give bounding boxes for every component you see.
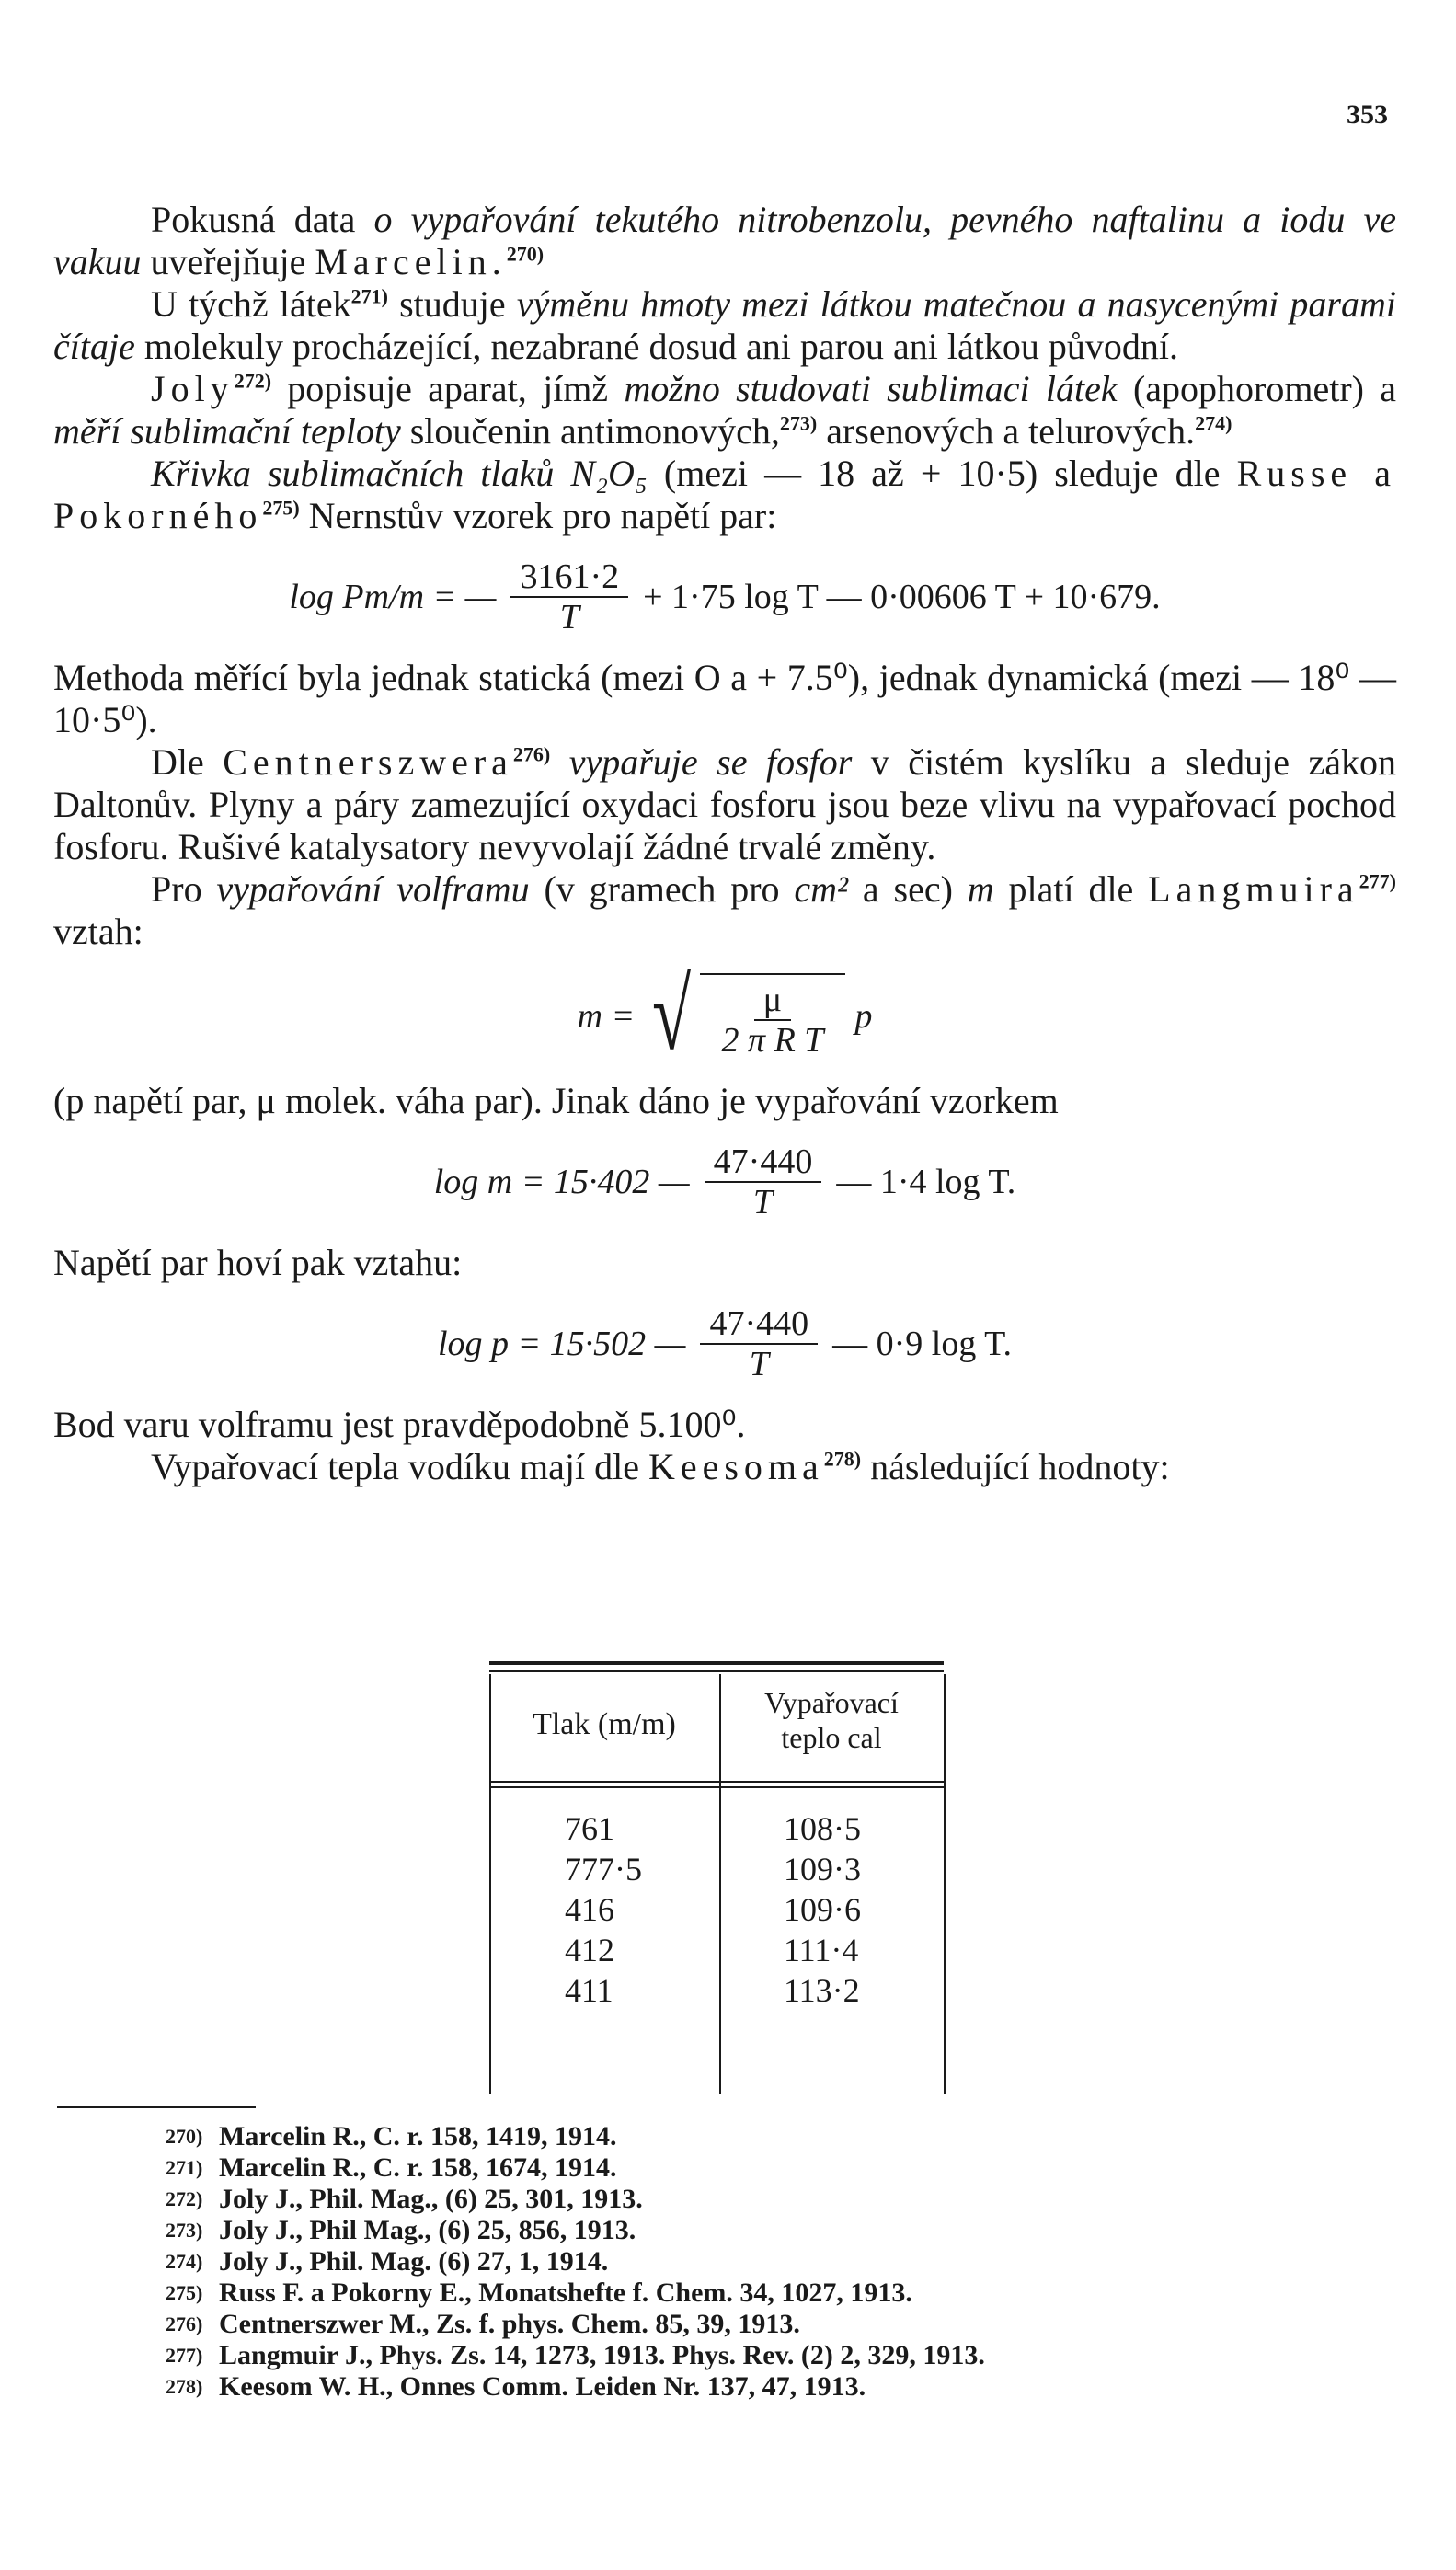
footnote-mark: 273)	[166, 2219, 203, 2242]
equation-rhs: — 1·4 log T.	[836, 1163, 1016, 1201]
numerator: 3161·2	[510, 557, 628, 598]
footnote-text: Joly J., Phil. Mag., (6) 25, 301, 1913.	[219, 2184, 643, 2214]
paragraph-7	[53, 868, 1396, 953]
table-rule	[489, 1661, 944, 1665]
text-span: (v gramech pro	[529, 868, 795, 910]
author-name: Marcelin.	[315, 241, 507, 282]
footnote	[166, 2277, 1416, 2309]
text-span: arsenových a telurových.	[817, 410, 1196, 452]
equation-nernst	[53, 557, 1396, 637]
footnote	[166, 2121, 1416, 2152]
equation-rhs: + 1·75 log T — 0·00606 T + 10·679.	[643, 578, 1161, 616]
table-cell: 411	[565, 1972, 613, 2009]
paragraph-4	[53, 453, 1396, 537]
footnote-ref[interactable]: 275)	[262, 496, 300, 520]
table-cell: 109·6	[784, 1891, 861, 1928]
text-span: Nernstův vzorek pro napětí par:	[299, 495, 777, 536]
paragraph-5	[53, 657, 1396, 741]
text-span: Dle	[151, 741, 224, 783]
paragraph-1	[53, 199, 1396, 283]
footnote-mark: 274)	[166, 2250, 203, 2273]
footnote-text: Joly J., Phil. Mag. (6) 27, 1, 1914.	[219, 2246, 609, 2277]
denominator: T	[559, 598, 579, 637]
footnote-mark: 272)	[166, 2187, 203, 2210]
paragraph-9	[53, 1242, 1396, 1284]
footnote	[166, 2246, 1416, 2277]
paragraph-3	[53, 368, 1396, 453]
table-rule	[944, 1674, 946, 2094]
table-rule	[489, 1786, 944, 1788]
emphasis-span: cm²	[794, 868, 849, 910]
text-span: U týchž látek	[151, 283, 351, 325]
emphasis-span: možno studovati sublimaci látek	[624, 368, 1118, 409]
text-span: (mezi — 18 až + 10·5) sleduje dle	[647, 453, 1237, 494]
header-line: Vypařovací	[764, 1686, 899, 1719]
table-cell: 412	[565, 1932, 614, 1968]
numerator: 47·440	[700, 1304, 818, 1345]
paragraph-11	[53, 1446, 1396, 1488]
text-span: uveřejňuje	[141, 241, 315, 282]
text-span: (apophorometr) a	[1117, 368, 1396, 409]
table-header-heat	[719, 1685, 944, 1755]
footnote-text: Marcelin R., C. r. 158, 1419, 1914.	[219, 2121, 617, 2151]
footnote	[166, 2371, 1416, 2403]
denominator: T	[752, 1183, 774, 1222]
equation-lhs: log p = 15·502 —	[437, 1325, 686, 1363]
table-column-heat	[784, 1808, 861, 2011]
footnote	[166, 2215, 1416, 2246]
radical-sign: √	[652, 958, 692, 1071]
chemical-formula: N₂O₅	[554, 453, 648, 494]
text-span: v čistém kyslíku a sleduje zákon Daltonův. Plyny a páry zamezující oxydaci fosforu jsou beze vlivu na vypařovací pochod fosforu. Rušivé katalysatory nevyvolají žádné trvalé změny.	[53, 741, 1396, 867]
footnote-mark: 276)	[166, 2312, 203, 2335]
paragraph-2	[53, 283, 1396, 368]
footnote-text: Joly J., Phil Mag., (6) 25, 856, 1913.	[219, 2215, 636, 2245]
table-cell: 109·3	[784, 1851, 861, 1887]
footnote-ref[interactable]: 276)	[512, 742, 551, 766]
footnote-divider	[57, 2106, 256, 2108]
emphasis-span: m	[967, 868, 994, 910]
footnote-mark: 271)	[166, 2156, 203, 2179]
text-span: popisuje aparat, jímž	[271, 368, 625, 409]
text-span: a sec)	[848, 868, 968, 910]
footnote-text: Russ F. a Pokorny E., Monatshefte f. Chem. 34, 1027, 1913.	[219, 2277, 912, 2308]
author-name: Keesoma	[648, 1446, 824, 1487]
footnote-text: Keesom W. H., Onnes Comm. Leiden Nr. 137, 47, 1913.	[219, 2371, 866, 2402]
text-span: (p napětí par, μ molek. váha par). Jinak dáno je vypařování vzorkem	[53, 1080, 1059, 1121]
table-rule	[489, 1670, 944, 1672]
footnote-ref[interactable]: 277)	[1359, 869, 1396, 893]
footnote-text: Langmuir J., Phys. Zs. 14, 1273, 1913. Phys. Rev. (2) 2, 329, 1913.	[219, 2340, 985, 2370]
text-span: vztah:	[53, 911, 143, 952]
footnote-ref[interactable]: 272)	[234, 369, 272, 393]
table-column-pressure	[565, 1808, 642, 2011]
table-cell: 777·5	[565, 1851, 642, 1887]
page-number: 353	[1347, 99, 1388, 130]
author-name: Langmuira	[1148, 868, 1359, 910]
footnote-mark: 275)	[166, 2281, 203, 2304]
equation-langmuir	[53, 958, 1396, 1071]
emphasis-span: výměnu hmoty mezi látkou matečnou a nasycenými parami čítaje	[53, 283, 1397, 367]
footnote-ref[interactable]: 273)	[779, 411, 818, 435]
table-cell: 111·4	[784, 1932, 859, 1968]
main-text	[53, 199, 1396, 1488]
equation-vapor-pressure	[53, 1304, 1396, 1383]
table-cell: 113·2	[784, 1972, 860, 2009]
fraction	[700, 1304, 818, 1383]
table-cell: 108·5	[784, 1810, 861, 1847]
text-span: Bod varu volframu jest pravděpodobně 5.100⁰.	[53, 1404, 746, 1445]
square-root	[644, 958, 845, 1071]
table-cell: 761	[565, 1810, 614, 1847]
text-span: Vypařovací tepla vodíku mají dle	[151, 1446, 648, 1487]
text-span: Pokusná data	[151, 199, 374, 240]
emphasis-span: Křivka sublimačních tlaků	[151, 453, 555, 494]
footnote-mark: 277)	[166, 2344, 203, 2367]
equation-evaporation	[53, 1142, 1396, 1222]
denominator: T	[749, 1345, 769, 1383]
fraction	[510, 557, 628, 637]
header-line: teplo cal	[781, 1721, 882, 1754]
equation-lhs: log Pm/m = —	[289, 578, 497, 616]
equation-lhs: m =	[577, 997, 636, 1036]
numerator: μ	[754, 981, 791, 1021]
footnote	[166, 2152, 1416, 2184]
text-span: sloučenin antimonových,	[400, 410, 780, 452]
paragraph-6	[53, 741, 1396, 868]
table-header-pressure: Tlak (m/m)	[533, 1707, 676, 1741]
equation-rhs: — 0·9 log T.	[832, 1325, 1013, 1363]
data-table	[489, 1661, 949, 2094]
text-span: Pro	[151, 868, 217, 910]
text-span: Napětí par hoví pak vztahu:	[53, 1242, 463, 1283]
paragraph-10	[53, 1404, 1396, 1446]
radicand	[700, 973, 846, 1060]
footnote	[166, 2340, 1416, 2371]
table-cell: 416	[565, 1891, 614, 1928]
equation-rhs: p	[854, 997, 873, 1036]
text-span: Methoda měřící byla jednak statická (mezi O a + 7.5⁰), jednak dynamická (mezi — 18⁰ — 10·5⁰).	[53, 657, 1396, 740]
table-rule	[489, 1781, 944, 1783]
author-name: Joly	[151, 368, 235, 409]
emphasis-span: měří sublimační teploty	[53, 410, 401, 452]
paragraph-8	[53, 1080, 1396, 1122]
text-span: platí dle	[993, 868, 1149, 910]
text-span: molekuly procházející, nezabrané dosud ani parou ani látkou původní.	[134, 326, 1178, 367]
footnote-mark: 270)	[166, 2125, 203, 2148]
emphasis-span: vypařování volframu	[216, 868, 530, 910]
denominator: 2 π R T	[721, 1021, 824, 1060]
fraction	[705, 1142, 822, 1222]
footnote-mark: 278)	[166, 2375, 203, 2398]
emphasis-span: vypařuje se fosfor	[550, 741, 853, 783]
footnote-ref[interactable]: 274)	[1195, 411, 1232, 435]
footnote-text: Marcelin R., C. r. 158, 1674, 1914.	[219, 2152, 617, 2183]
footnote	[166, 2309, 1416, 2340]
fraction	[713, 981, 833, 1060]
author-name: Centnerszwera	[223, 741, 513, 783]
footnote-text: Centnerszwer M., Zs. f. phys. Chem. 85, 39, 1913.	[219, 2309, 800, 2339]
footnote-ref[interactable]: 270)	[506, 242, 545, 266]
footnote-ref[interactable]: 271)	[350, 284, 388, 308]
footnotes	[166, 2121, 1416, 2403]
text-span: následující hodnoty:	[861, 1446, 1170, 1487]
footnote-ref[interactable]: 278)	[823, 1447, 862, 1471]
equation-lhs: log m = 15·402 —	[433, 1163, 690, 1201]
text-span: studuje	[387, 283, 517, 325]
numerator: 47·440	[705, 1142, 822, 1183]
emphasis-span: o vypařování tekutého nitrobenzolu, pevného naftalinu a iodu ve vakuu	[53, 199, 1396, 282]
footnote	[166, 2184, 1416, 2215]
author-name: Russe a Pokorného	[53, 453, 1397, 536]
